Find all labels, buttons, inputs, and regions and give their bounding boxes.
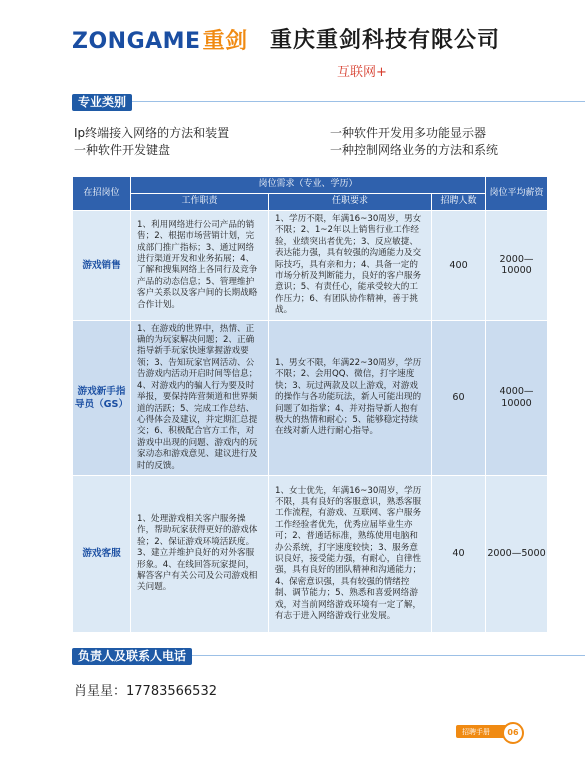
job-title: 游戏销售 — [73, 211, 131, 321]
tagline: 互联网+ — [337, 65, 387, 80]
job-duties: 1、利用网络进行公司产品的销售；2、根据市场营销计划，完成部门推广指标；3、通过网络进行渠道开发和业务拓展；4、了解和搜集网络上各同行及竞争产品的动态信息；5、管理维护客户关系以及客户间的长期战略合作计划。 — [131, 211, 269, 321]
header-salary: 岗位平均薪资 — [486, 177, 548, 211]
job-requirements: 1、学历不限，年满16~30周岁，男女不限；2、1~2年以上销售行业工作经验，业绩突出者优先；3、反应敏捷、表达能力强，具有较强的沟通能力及交际技巧，具有亲和力；4、具备一定的市场分析及判断能力，良好的客户服务意识；5、有责任心，能承受较大的工作压力；6、有团队协作精神，善于挑战。 — [269, 211, 432, 321]
header-position: 在招岗位 — [73, 177, 131, 211]
header-requirements-group: 岗位需求（专业、学历） — [131, 177, 486, 194]
page-number: 06 — [502, 722, 524, 744]
logo-latin: ZONGAME — [72, 29, 201, 54]
job-salary: 4000—10000 — [486, 320, 548, 475]
footer-mark-text: 招聘手册 — [462, 728, 490, 736]
header-headcount: 招聘人数 — [432, 194, 486, 211]
table-row — [73, 320, 548, 475]
job-headcount: 400 — [432, 211, 486, 321]
job-headcount: 60 — [432, 320, 486, 475]
header-duties: 工作职责 — [131, 194, 269, 211]
contact-line: 肖星星：17783566532 — [74, 684, 217, 699]
table-row — [73, 475, 548, 632]
job-salary: 2000—5000 — [486, 475, 548, 632]
job-title: 游戏新手指导员（GS） — [73, 320, 131, 475]
category-heading: 专业类别 — [72, 94, 132, 111]
job-requirements: 1、男女不限，年满22~30周岁，学历不限；2、会用QQ、微信，打字速度快；3、玩过两款及以上游戏，对游戏的操作与各功能玩法，新人可能出现的问题了如指掌；4、并对指导新人抱有极大的热情和耐心；5、能够稳定持续在线对新人进行耐心指导。 — [269, 320, 432, 475]
category-item: 一种控制网络业务的方法和系统 — [330, 143, 499, 157]
jobs-table — [72, 176, 548, 633]
table-row — [73, 211, 548, 321]
category-item: Ip终端接入网络的方法和装置 — [74, 126, 230, 140]
category-item: 一种软件开发键盘 — [74, 143, 171, 157]
job-requirements: 1、女士优先，年满16~30周岁，学历不限，具有良好的客服意识，熟悉客服工作流程，有游戏、互联网、客户服务工作经验者优先，优秀应届毕业生亦可；2、普通话标准，熟练使用电脑和办公系统，打字速度较快；3、服务意识良好，接受能力强，有耐心，自律性强，具有良好的团队精神和沟通能力；4、保密意识强，具有较强的情绪控制、调节能力；5、熟悉和喜爱网络游戏，对当前网络游戏环境有一定了解，有志于进入网络游戏行业发展。 — [269, 475, 432, 632]
job-headcount: 40 — [432, 475, 486, 632]
contact-heading: 负责人及联系人电话 — [72, 648, 192, 665]
company-name: 重庆重剑科技有限公司 — [270, 27, 501, 53]
job-duties: 1、在游戏的世界中，热情、正确的为玩家解决问题；2、正确指导新手玩家快速掌握游戏要领；3、告知玩家官网活动、公告游戏内活动开启时间等信息；4、对游戏内的骗人行为要及时举报，要保持阵营频道和世界频道的活跃；5、完成工作总结、心得体会及建议，并定期汇总提交；6、积极配合官方工作，对游戏中出现的问题、游戏内的玩家动态和游戏意见、建议进行及时的反馈。 — [131, 320, 269, 475]
job-duties: 1、处理游戏相关客户服务操作，帮助玩家获得更好的游戏体验；2、保证游戏环境活跃度。3、建立并维护良好的对外客服形象。4、在线回答玩家提问，解答客户有关公司及公司游戏相关问题。 — [131, 475, 269, 632]
company-logo — [72, 24, 248, 55]
category-item: 一种软件开发用多功能显示器 — [330, 126, 487, 140]
job-salary: 2000—10000 — [486, 211, 548, 321]
header-qualifications: 任职要求 — [269, 194, 432, 211]
logo-cn: 重剑 — [202, 29, 248, 54]
job-title: 游戏客服 — [73, 475, 131, 632]
